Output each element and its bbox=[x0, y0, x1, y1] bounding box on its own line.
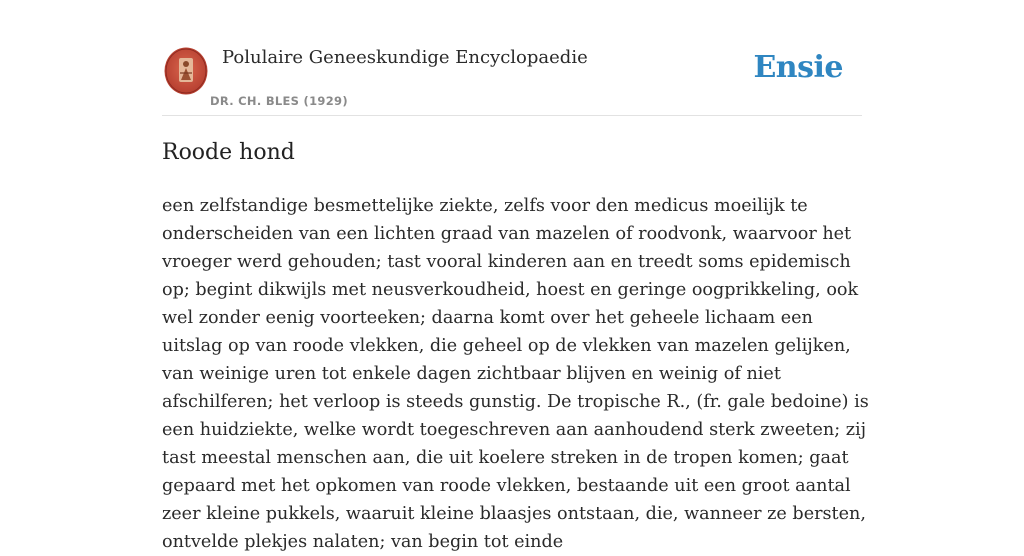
article-title: Roode hond bbox=[162, 140, 295, 165]
book-cover-logo-icon[interactable] bbox=[164, 47, 208, 95]
book-title[interactable]: Polulaire Geneeskundige Encyclopaedie bbox=[222, 47, 588, 68]
article-body: een zelfstandige besmettelijke ziekte, zelfs voor den medicus moeilijk te onderscheiden van een lichten graad van mazelen of roodvonk, waarvoor het vroeger werd gehouden; tast vooral kinderen aan en treedt soms epidemisch op; begint dikwijls met neusverkoudheid, hoest en geringe oogprikkeling, ook wel zonder eenig voorteeken; daarna komt over het geheele lichaam een uitslag op van roode vlekken, die geheel op de vlekken van mazelen gelijken, van weinige uren tot enkele dagen zichtbaar blijven en weinig of niet afschilferen; het verloop is steeds gunstig. De tropische R., (fr. gale bedoine) is een huidziekte, welke wordt toegeschreven aan aanhoudend sterk zweeten; zij tast meestal menschen aan, die uit koelere streken in de tropen komen; gaat gepaard met het opkomen van roode vlekken, bestaande uit een groot aantal zeer kleine pukkels, waaruit kleine blaasjes ontstaan, die, wanneer ze bersten, ontvelde plekjes nalaten; van begin tot einde bbox=[162, 196, 869, 552]
page bbox=[162, 0, 869, 552]
brand-logo-link[interactable]: Ensie bbox=[753, 50, 843, 85]
author-label: DR. CH. BLES (1929) bbox=[210, 94, 348, 108]
header bbox=[162, 0, 862, 116]
